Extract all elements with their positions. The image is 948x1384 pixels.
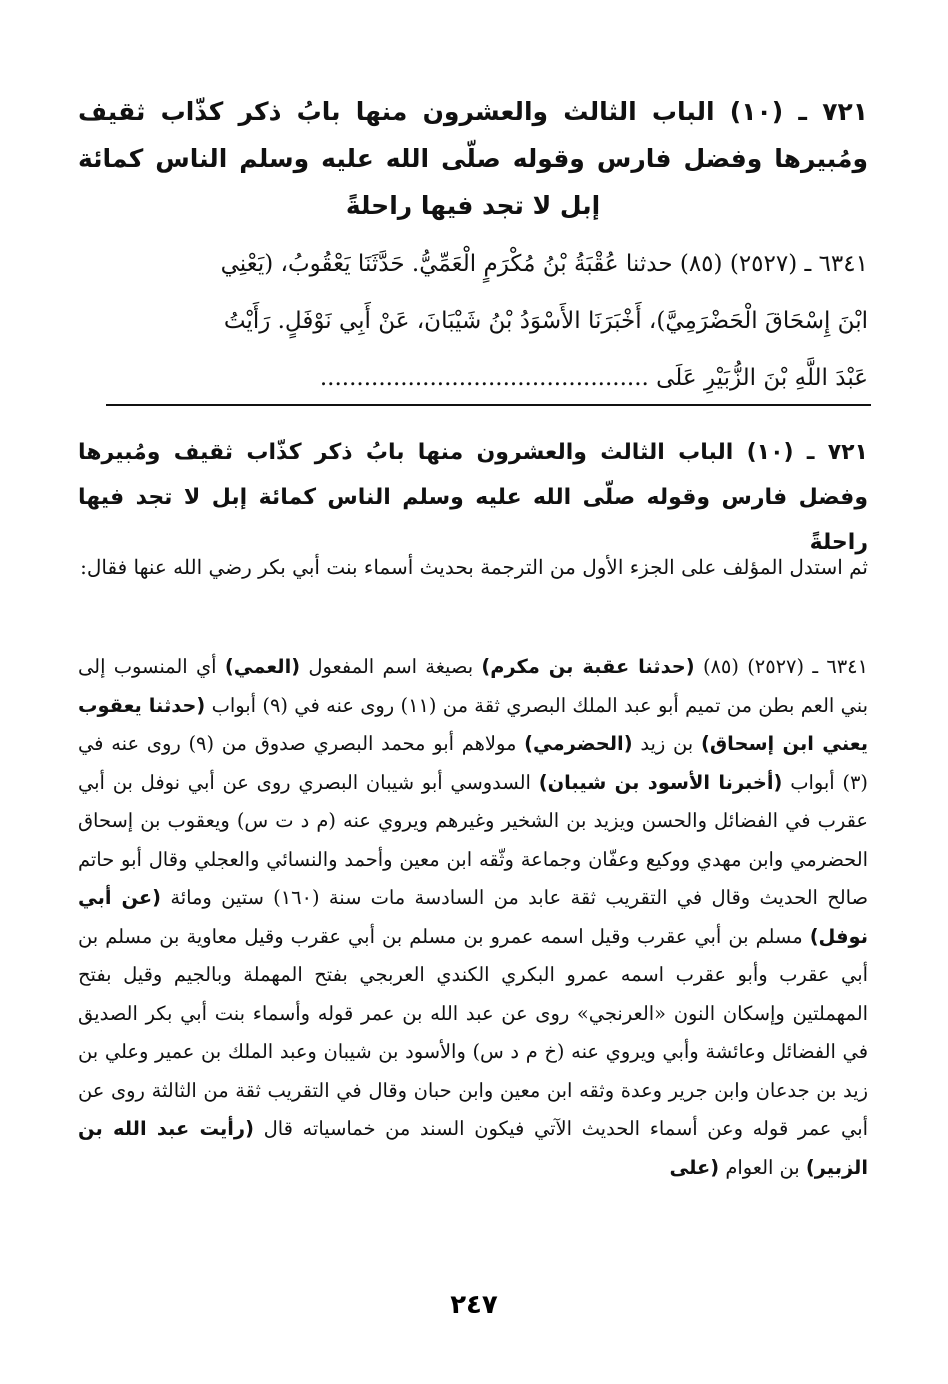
- bold-quote: (رأيت عبد الله بن الزبير): [78, 1117, 868, 1179]
- hadith-line: ٦٣٤١ ـ (٢٥٢٧) (٨٥) حدثنا عُقْبَةُ بْنُ مُكْرَمٍ الْعَمِّيُّ. حَدَّثَنَا يَعْقُوبُ، (يَعْنِي: [220, 251, 868, 277]
- chapter-heading-top: ٧٢١ ـ (١٠) الباب الثالث والعشرون منها بابُ ذكر كذّاب ثقيف ومُبيرها وفضل فارس وقوله صلّى الله عليه وسلم الناس كمائة إبل لا تجد فيها راحلةً: [78, 97, 868, 220]
- bold-quote: (حدثنا يعقوب يعني ابن إسحاق): [78, 693, 869, 755]
- commentary-text: ٦٣٤١ ـ (٢٥٢٧) (٨٥): [694, 655, 868, 678]
- bold-quote: (عن أبي نوفل): [78, 886, 868, 948]
- commentary-text: بن زيد: [632, 732, 701, 755]
- commentary-text: مولاهم أبو محمد البصري صدوق من (٩) روى عنه في (٣) أبواب: [78, 732, 868, 794]
- page-number: ٢٤٧: [450, 1290, 498, 1320]
- bold-quote: (الحضرمي): [524, 732, 633, 755]
- bold-quote: (على: [669, 1155, 720, 1179]
- commentary-text: السدوسي أبو شيبان البصري روى عن أبي نوفل بن أبي عقرب في الفضائل والحسن ويزيد بن الشخير وغيرهم ويروي عنه (م د ت س) ويعقوب بن إسحاق الحضرمي وابن مهدي ووكيع وعفّان وجماعة وثّقه ابن معين وأحمد والنسائي والعجلي وقال أبو حاتم صالح الحديث وقال في التقريب ثقة عابد من السادسة مات سنة (١٦٠) ستين ومائة: [78, 770, 869, 909]
- commentary-text: بن العوام: [719, 1155, 806, 1179]
- commentary-text: مسلم بن أبي عقرب وقيل اسمه عمرو بن مسلم بن أبي عقرب وقيل معاوية بن مسلم بن أبي عقرب وأبو عقرب اسمه عمرو البكري الكندي العربجي بفتح المهملة وبالجيم وقيل بفتح المهملتين وإسكان النون «العرنجي» روى عن عبد الله بن عمر قوله وأسماء بنت أبي بكر الصديق في الفضائل وعائشة وأبي ويروي عنه (خ م د س) والأسود بن شيبان وعبد الملك بن عمير وعلي بن زيد بن جدعان وابن جرير وعدة وثقه ابن معين وابن حبان وقال في التقريب ثقة من الثالثة روى عن أبي عمر قوله وعن أسماء الحديث الآتي فيكون السند من خماسياته قال: [78, 924, 868, 1140]
- hadith-text: [78, 236, 868, 407]
- bold-quote: (حدثنا عقبة بن مكرم): [481, 655, 695, 678]
- commentary-text: أي المنسوب إلى بني العم بطن من تميم أبو عبد الملك البصري ثقة من (١١) روى عنه في (٩) أبواب: [78, 655, 869, 717]
- separator-rule: [106, 404, 871, 406]
- hadith-line: ابْنَ إِسْحَاقَ الْحَضْرَمِيَّ)، أَخْبَرَنَا الأَسْوَدُ بْنُ شَيْبَانَ، عَنْ أَبِي نَوْفَلٍ. رَأَيْتُ: [223, 308, 868, 334]
- bold-quote: (العمي): [224, 655, 301, 678]
- commentary-text: بصيغة اسم المفعول: [300, 655, 482, 678]
- intro-paragraph: ثم استدل المؤلف على الجزء الأول من الترجمة بحديث أسماء بنت أبي بكر رضي الله عنها فقال:: [80, 555, 868, 579]
- bold-quote: (أخبرنا الأسود بن شيبان): [538, 770, 783, 794]
- commentary-paragraph: [78, 648, 868, 1187]
- hadith-line: عَبْدَ اللَّهِ بْنَ الزُّبَيْرِ عَلَى .............................................: [319, 365, 868, 391]
- chapter-heading-commentary: ٧٢١ ـ (١٠) الباب الثالث والعشرون منها بابُ ذكر كذّاب ثقيف ومُبيرها وفضل فارس وقوله صلّى الله عليه وسلم الناس كمائة إبل لا تجد فيها راحلةً: [78, 440, 868, 555]
